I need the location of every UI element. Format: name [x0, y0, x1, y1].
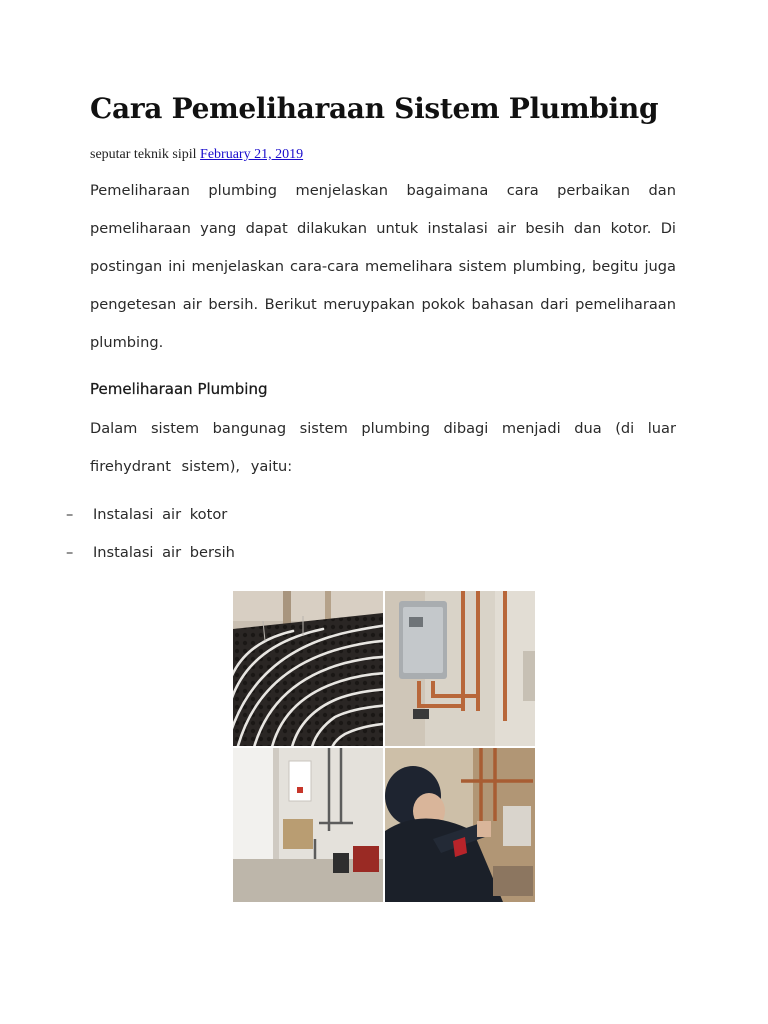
list-item-text: Instalasi air bersih	[93, 544, 235, 561]
utility-room-photo	[233, 748, 383, 902]
post-date-link[interactable]: February 21, 2019	[200, 147, 304, 162]
post-meta	[90, 147, 303, 163]
bullet-marker: –	[66, 544, 74, 561]
section-paragraph: Dalam sistem bangunag sistem plumbing dibagi menjadi dua (di luar firehydrant sistem), yaitu:	[90, 420, 676, 475]
list-item-text: Instalasi air kotor	[93, 506, 228, 523]
water-heater-photo	[385, 591, 535, 746]
plumber-working-photo	[385, 748, 535, 902]
section-heading: Pemeliharaan Plumbing	[90, 380, 268, 398]
intro-paragraph: Pemeliharaan plumbing menjelaskan bagaimana cara perbaikan dan pemeliharaan yang dapat dilakukan untuk instalasi air besih dan kotor. Di postingan ini menjelaskan cara-cara memelihara sistem plumbing, begitu juga pengetesan air bersih. Berikut meruypakan pokok bahasan dari pemeliharaan plumbing.	[90, 182, 676, 351]
bullet-marker: –	[66, 506, 74, 523]
page-title: Cara Pemeliharaan Sistem Plumbing	[90, 92, 659, 125]
author-label: seputar teknik sipil	[90, 147, 197, 162]
underfloor-pipes-photo	[233, 591, 393, 751]
plumbing-photo-collage	[233, 591, 535, 902]
